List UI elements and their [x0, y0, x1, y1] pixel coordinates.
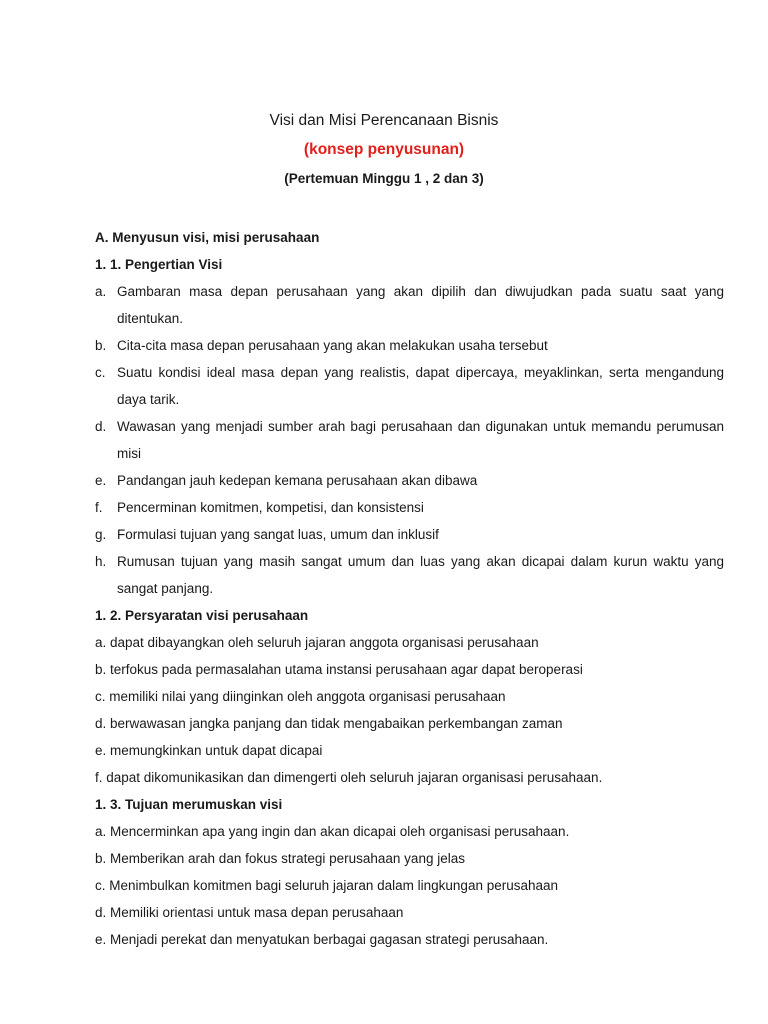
list-marker: a.	[95, 284, 107, 299]
list-item-text: Rumusan tujuan yang masih sangat umum dan luas yang akan dicapai dalam kurun waktu yang sangat panjang.	[117, 554, 724, 596]
persyaratan-item-f: f. dapat dikomunikasikan dan dimengerti oleh seluruh jajaran organisasi perusahaan.	[95, 770, 603, 785]
pengertian-item-b	[95, 332, 724, 359]
persyaratan-item-e: e. memungkinkan untuk dapat dicapai	[95, 743, 323, 758]
list-marker: c.	[95, 365, 106, 380]
section-a-heading: A. Menyusun visi, misi perusahaan	[95, 230, 320, 245]
persyaratan-item-d: d. berwawasan jangka panjang dan tidak mengabaikan perkembangan zaman	[95, 716, 563, 731]
list-item-text: Wawasan yang menjadi sumber arah bagi perusahaan dan digunakan untuk memandu perumusan misi	[117, 419, 724, 461]
tujuan-item-b: b. Memberikan arah dan fokus strategi perusahaan yang jelas	[95, 851, 465, 866]
list-item-text: Suatu kondisi ideal masa depan yang realistis, dapat dipercaya, meyaklinkan, serta mengandung daya tarik.	[117, 365, 724, 407]
pengertian-visi-heading: 1. 1. Pengertian Visi	[95, 257, 223, 272]
persyaratan-item-c: c. memiliki nilai yang diinginkan oleh anggota organisasi perusahaan	[95, 689, 506, 704]
document-subtitle: (konsep penyusunan)	[303, 141, 465, 158]
list-marker: h.	[95, 554, 107, 569]
list-item-text: Cita-cita masa depan perusahaan yang akan melakukan usaha tersebut	[117, 338, 548, 353]
pengertian-item-h	[95, 548, 724, 602]
list-item-text: Pandangan jauh kedepan kemana perusahaan akan dibawa	[117, 473, 478, 488]
tujuan-item-c: c. Menimbulkan komitmen bagi seluruh jajaran dalam lingkungan perusahaan	[95, 878, 559, 893]
pengertian-item-d	[95, 413, 724, 467]
list-item-text: Formulasi tujuan yang sangat luas, umum dan inklusif	[117, 527, 439, 542]
list-marker: d.	[95, 419, 107, 434]
pengertian-item-g	[95, 521, 724, 548]
tujuan-item-a: a. Mencerminkan apa yang ingin dan akan dicapai oleh organisasi perusahaan.	[95, 824, 570, 839]
pengertian-item-c	[95, 359, 724, 413]
list-marker: f.	[95, 500, 103, 515]
list-marker: b.	[95, 338, 107, 353]
pengertian-item-a	[95, 278, 724, 332]
list-marker: g.	[95, 527, 107, 542]
list-item-text: Gambaran masa depan perusahaan yang akan dipilih dan diwujudkan pada suatu saat yang ditentukan.	[117, 284, 724, 326]
document-title: Visi dan Misi Perencanaan Bisnis	[269, 112, 499, 129]
tujuan-item-e: e. Menjadi perekat dan menyatukan berbagai gagasan strategi perusahaan.	[95, 932, 549, 947]
list-marker: e.	[95, 473, 107, 488]
document-body	[95, 224, 724, 953]
tujuan-item-d: d. Memiliki orientasi untuk masa depan perusahaan	[95, 905, 404, 920]
persyaratan-item-b: b. terfokus pada permasalahan utama instansi perusahaan agar dapat beroperasi	[95, 662, 583, 677]
meeting-info: (Pertemuan Minggu 1 , 2 dan 3)	[284, 171, 484, 186]
list-item-text: Pencerminan komitmen, kompetisi, dan konsistensi	[117, 500, 424, 515]
persyaratan-item-a: a. dapat dibayangkan oleh seluruh jajaran anggota organisasi perusahaan	[95, 635, 539, 650]
tujuan-visi-heading: 1. 3. Tujuan merumuskan visi	[95, 797, 283, 812]
pengertian-item-f	[95, 494, 724, 521]
persyaratan-visi-heading: 1. 2. Persyaratan visi perusahaan	[95, 608, 309, 623]
pengertian-item-e	[95, 467, 724, 494]
